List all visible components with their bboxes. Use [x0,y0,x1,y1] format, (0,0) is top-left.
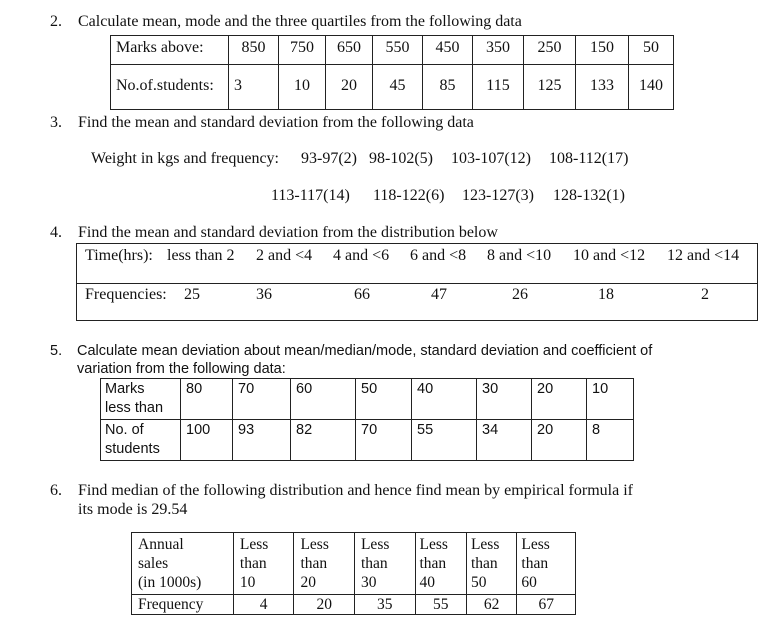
q6-frequency-cell: 20 [294,595,355,615]
q2-marks-cell: 350 [473,36,524,65]
q5-students-cell: 82 [291,420,356,461]
q5-marks-label [101,379,181,420]
q6-frequency-label: Frequency [132,595,234,615]
q6-class-line3: 50 [470,574,487,591]
q2-students-cell: 115 [473,75,524,110]
q2-number: 2. [50,13,62,30]
q2-marks-cell: 750 [279,36,326,65]
q6-frequency-cell: 55 [415,595,466,615]
q5-students-cell: 20 [532,420,587,461]
q6-frequency-cell: 35 [354,595,415,615]
q6-class-line2: than [419,555,447,572]
q6-sales-class [466,533,516,595]
q6-sales-class [233,533,294,595]
q5-students-cell: 55 [412,420,477,461]
q2-marks-cell: 150 [576,36,629,65]
q6-question-text-line1: Find median of the following distribution and hence find mean by empirical formula if [78,482,633,499]
q5-question-text-line1: Calculate mean deviation about mean/median/mode, standard deviation and coefficient of [77,343,653,359]
q2-students-cell: 85 [423,75,473,110]
q6-sales-header-line3: (in 1000s) [138,574,202,591]
q3-number: 3. [50,114,62,131]
q3-weight-item: 98-102(5) [369,150,433,167]
q6-sales-class [354,533,415,595]
q4-frequency-cell: 26 [512,286,528,303]
q6-frequency-cell: 62 [466,595,516,615]
q6-question-text-line2: its mode is 29.54 [78,501,188,518]
q6-class-line2: than [300,555,328,572]
q6-sales-class [517,533,576,595]
q2-marks-cell: 550 [373,36,423,65]
q5-students-cell: 70 [356,420,412,461]
q6-class-line1: Less [470,536,500,553]
q3-weight-item: 93-97(2) [301,150,357,167]
q4-time-label: Time(hrs): [85,247,153,264]
q6-sales-header-line2: sales [138,555,169,572]
q4-frequency-cell: 2 [701,286,709,303]
q2-table [110,35,674,110]
q2-marks-label: Marks above: [111,36,229,65]
q3-weight-item: 118-122(6) [373,187,445,204]
q6-sales-class [415,533,466,595]
q2-marks-cell: 650 [326,36,373,65]
q6-sales-header-line1: Annual [138,536,184,553]
q4-time-cell: 2 and <4 [256,247,313,264]
q6-class-line1: Less [419,536,448,553]
q3-weight-label: Weight in kgs and frequency: [91,150,279,167]
q6-class-line3: 40 [419,574,435,591]
q3-weight-item: 123-127(3) [462,187,534,204]
q2-students-label: No.of.students: [111,75,229,110]
q5-number: 5. [50,343,63,359]
q4-time-cell: 4 and <6 [333,247,390,264]
q5-marks-cell: 10 [587,379,634,420]
q4-time-cell: 12 and <14 [667,247,740,264]
q4-frequency-cell: 25 [184,286,200,303]
q2-marks-cell: 850 [229,36,279,65]
q4-frequency-cell: 36 [256,286,272,303]
q6-class-line1: Less [360,536,390,553]
q4-number: 4. [50,224,62,241]
q4-frequency-cell: 66 [354,286,370,303]
q6-sales-header [132,533,234,595]
q5-marks-cell: 70 [233,379,291,420]
q5-marks-label-line2: less than [105,400,164,416]
q6-class-line2: than [360,555,388,572]
q5-marks-cell: 60 [291,379,356,420]
q5-students-label [101,420,181,461]
q6-number: 6. [50,482,62,499]
q4-time-cell: 8 and <10 [487,247,552,264]
q5-students-cell: 34 [477,420,532,461]
q4-frequency-cell: 47 [431,286,447,303]
q3-question-text: Find the mean and standard deviation from the following data [78,114,474,131]
q6-class-line2: than [470,555,498,572]
q6-table [131,532,576,615]
q5-marks-cell: 50 [356,379,412,420]
q5-marks-label-line1: Marks [105,381,145,397]
q6-class-line3: 60 [521,574,537,591]
q4-time-cell: 6 and <8 [410,247,467,264]
q5-students-label-line2: students [105,441,160,457]
q6-class-line2: than [239,555,267,572]
q6-frequency-cell: 67 [517,595,576,615]
q2-marks-cell: 450 [423,36,473,65]
q4-time-cell: 10 and <12 [573,247,646,264]
q2-students-cell: 20 [326,75,373,110]
q4-frequency-label: Frequencies: [85,286,167,303]
q4-question-text: Find the mean and standard deviation from the distribution below [78,224,498,241]
q5-question-text-line2: variation from the following data: [77,361,286,377]
q6-class-line1: Less [239,536,269,553]
q2-marks-cell: 50 [629,36,674,65]
q6-class-line3: 20 [300,574,316,591]
q3-weight-item: 113-117(14) [271,187,350,204]
q6-sales-class [294,533,355,595]
q3-weight-item: 128-132(1) [553,187,625,204]
q6-class-line1: Less [521,536,550,553]
q5-marks-cell: 20 [532,379,587,420]
q6-class-line2: than [521,555,549,572]
q5-students-cell: 100 [181,420,233,461]
q3-weight-item: 108-112(17) [549,150,629,167]
q5-marks-cell: 80 [181,379,233,420]
q6-frequency-cell: 4 [233,595,294,615]
q5-table [100,378,634,461]
q4-time-cell: less than 2 [167,247,235,264]
q3-weight-item: 103-107(12) [451,150,531,167]
q4-frequency-cell: 18 [598,286,614,303]
q5-students-label-line1: No. of [105,422,144,438]
q5-marks-cell: 30 [477,379,532,420]
q2-students-cell: 133 [576,75,629,110]
q6-class-line3: 30 [360,574,377,591]
q2-students-cell: 45 [373,75,423,110]
q5-students-cell: 8 [587,420,634,461]
q5-students-cell: 93 [233,420,291,461]
q2-students-cell: 10 [279,75,326,110]
q2-students-cell: 125 [524,75,576,110]
q2-marks-cell: 250 [524,36,576,65]
q6-class-line3: 10 [239,574,256,591]
q2-question-text: Calculate mean, mode and the three quartiles from the following data [78,13,522,30]
q6-class-line1: Less [300,536,329,553]
q2-students-cell: 140 [629,75,674,110]
q2-students-cell: 3 [229,75,279,110]
q5-marks-cell: 40 [412,379,477,420]
